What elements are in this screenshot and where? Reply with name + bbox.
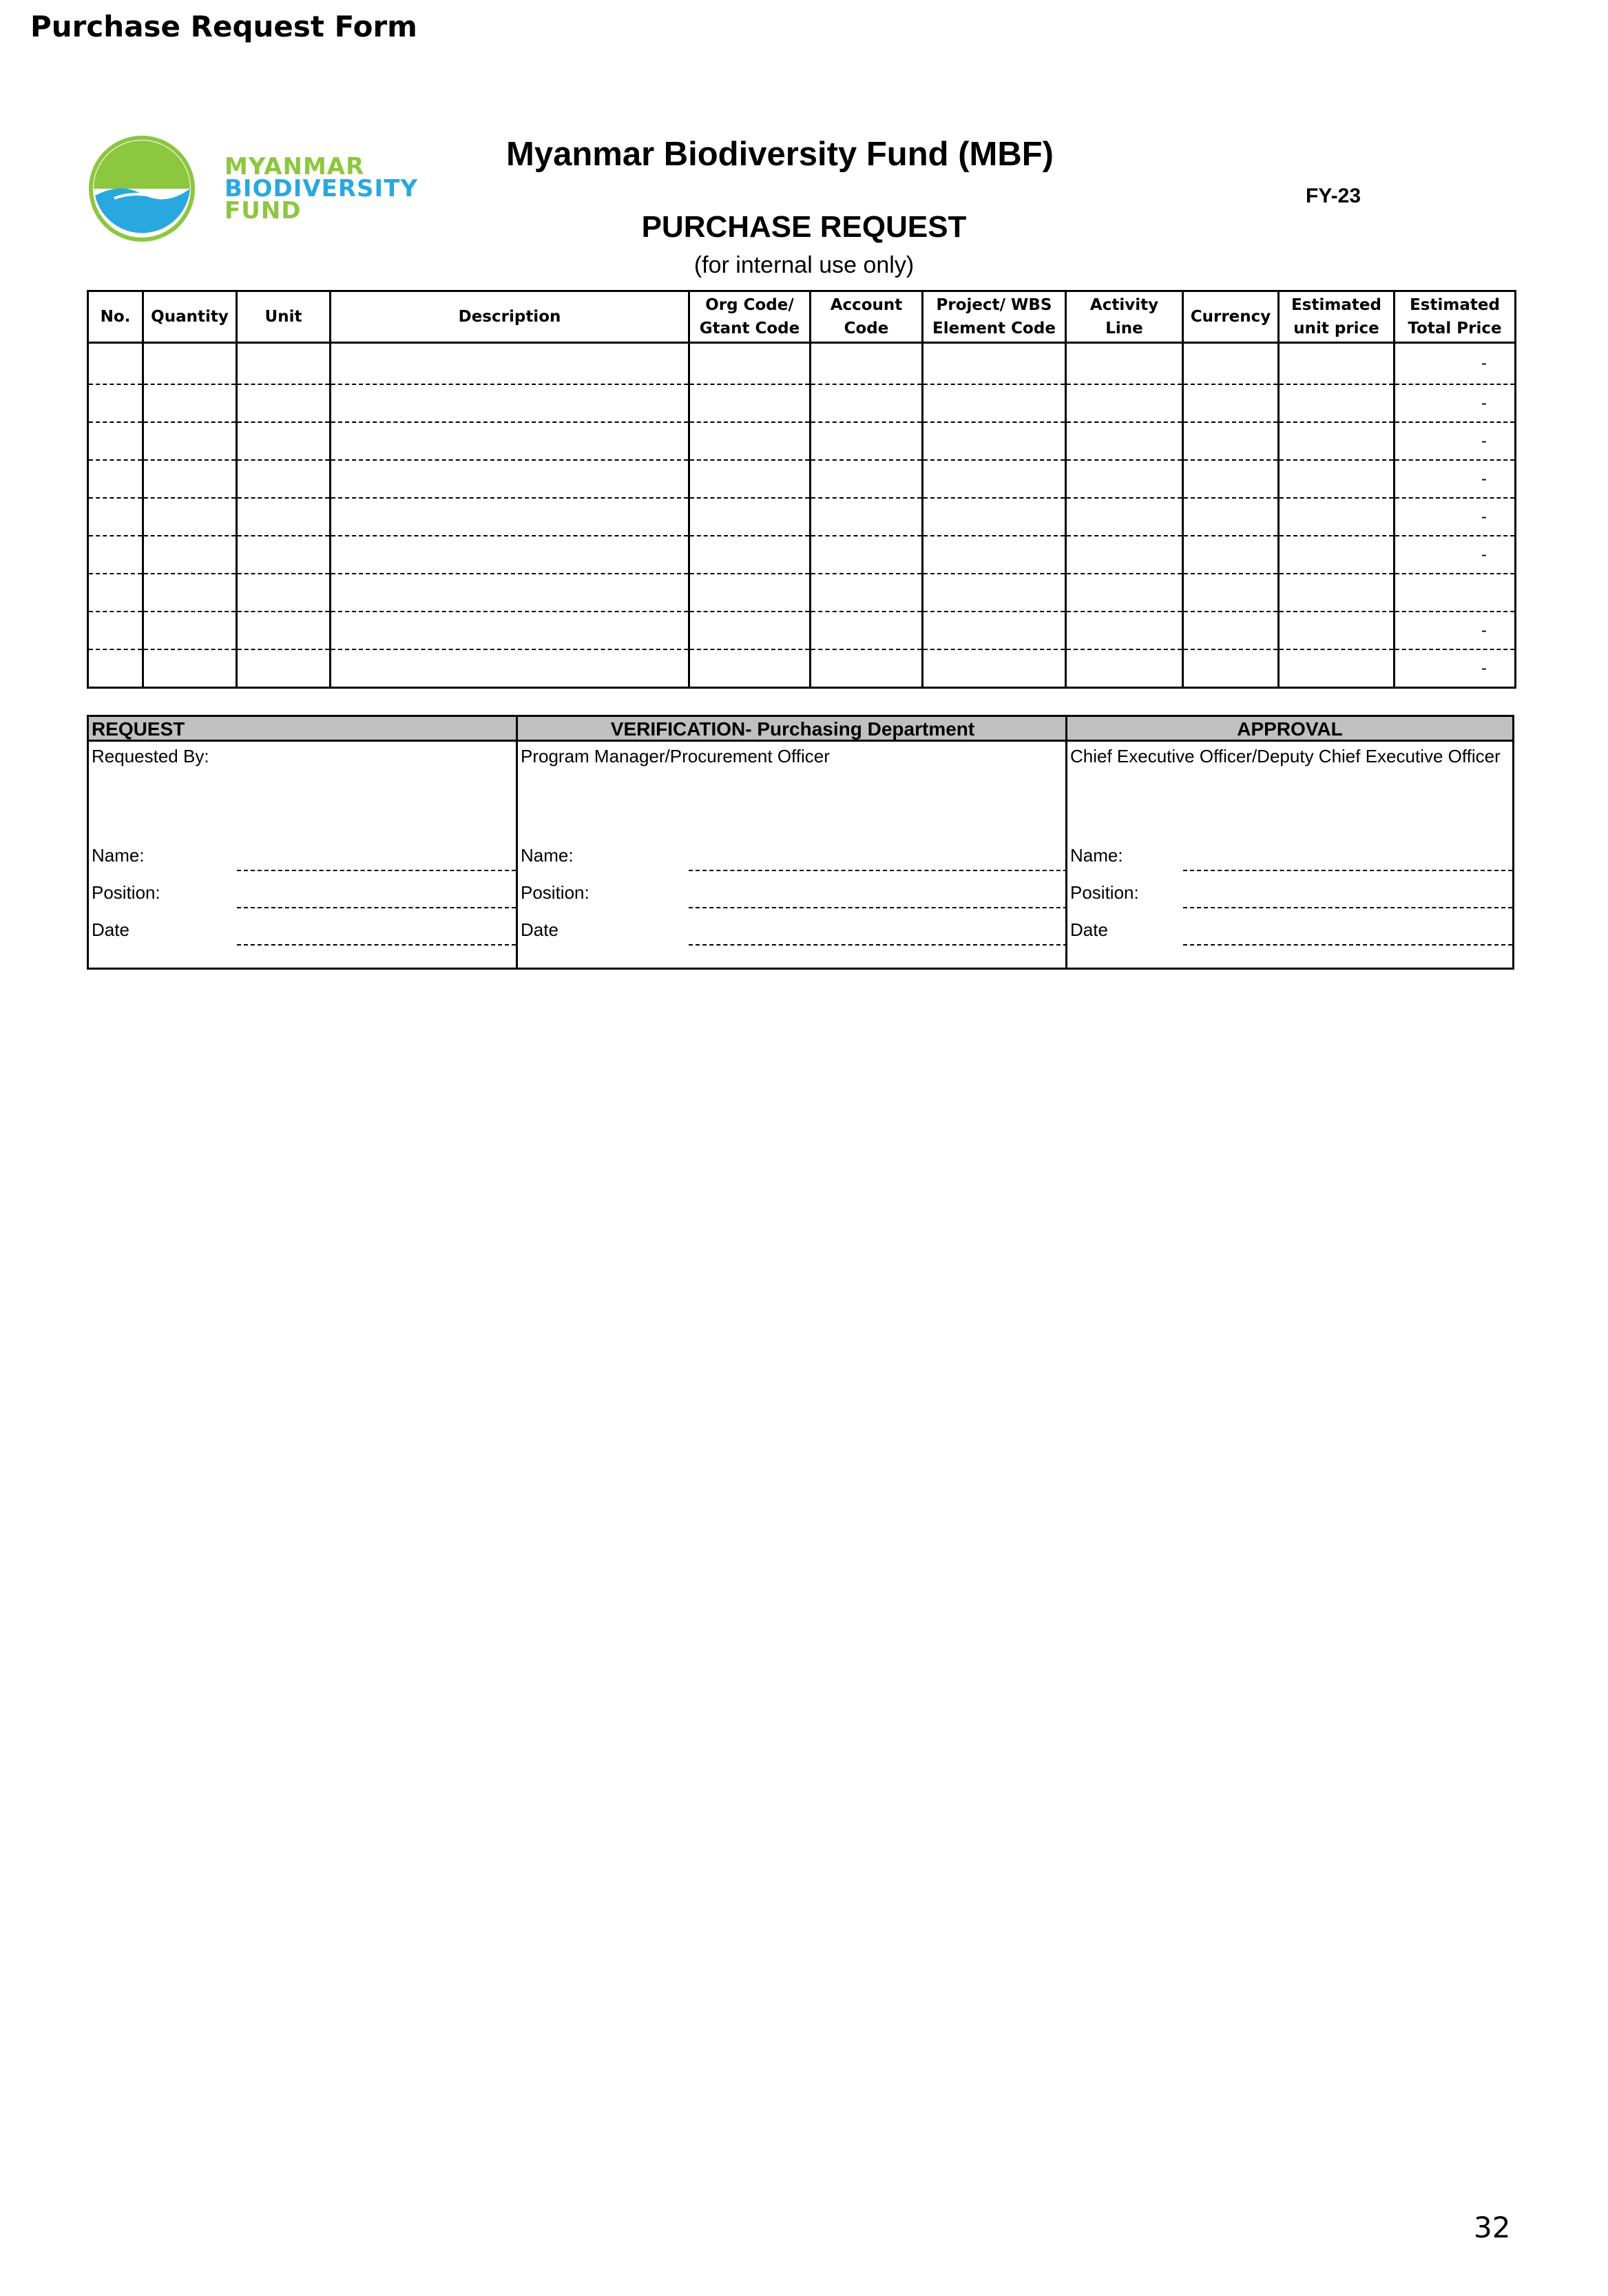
table-cell[interactable] xyxy=(88,612,143,649)
table-cell[interactable] xyxy=(1279,343,1395,385)
table-cell[interactable] xyxy=(811,574,923,612)
table-cell[interactable] xyxy=(88,422,143,460)
table-row xyxy=(88,649,1516,688)
table-header-row xyxy=(88,291,1516,343)
table-cell[interactable] xyxy=(689,574,811,612)
position-field[interactable]: Position: xyxy=(1067,877,1512,914)
table-cell[interactable] xyxy=(331,343,689,385)
table-cell[interactable] xyxy=(88,574,143,612)
name-field[interactable]: Name: xyxy=(89,839,516,877)
request-header: REQUEST xyxy=(89,717,516,742)
date-field[interactable]: Date xyxy=(89,914,516,951)
table-cell[interactable] xyxy=(143,343,237,385)
document-title: Purchase Request Form xyxy=(30,10,417,43)
form-subtitle: (for internal use only) xyxy=(693,252,915,278)
table-row xyxy=(88,422,1516,460)
name-field[interactable]: Name: xyxy=(518,839,1067,877)
table-cell[interactable] xyxy=(143,649,237,688)
verification-section xyxy=(516,717,1067,968)
table-row xyxy=(88,612,1516,649)
table-cell[interactable] xyxy=(331,422,689,460)
table-cell[interactable] xyxy=(923,343,1066,385)
date-field[interactable]: Date xyxy=(1067,914,1512,951)
column-header: Project/ WBS Element Code xyxy=(923,291,1066,343)
date-field[interactable]: Date xyxy=(518,914,1067,951)
table-cell[interactable] xyxy=(811,384,923,422)
table-cell[interactable] xyxy=(811,649,923,688)
name-field[interactable]: Name: xyxy=(1067,839,1512,877)
table-cell[interactable] xyxy=(811,343,923,385)
estimated-total-cell[interactable]: - xyxy=(1395,649,1516,688)
table-cell[interactable] xyxy=(1183,384,1279,422)
table-cell[interactable] xyxy=(88,649,143,688)
table-cell[interactable] xyxy=(1066,343,1183,385)
table-cell[interactable] xyxy=(923,460,1066,498)
table-cell[interactable] xyxy=(88,343,143,385)
table-cell[interactable] xyxy=(1183,649,1279,688)
table-cell[interactable] xyxy=(1279,460,1395,498)
table-cell[interactable] xyxy=(1279,384,1395,422)
table-cell[interactable] xyxy=(1066,422,1183,460)
table-cell[interactable] xyxy=(923,536,1066,574)
table-cell[interactable] xyxy=(923,384,1066,422)
table-cell[interactable] xyxy=(811,612,923,649)
column-header: Activity Line xyxy=(1066,291,1183,343)
table-cell[interactable] xyxy=(1183,612,1279,649)
table-row xyxy=(88,460,1516,498)
organization-name: Myanmar Biodiversity Fund (MBF) xyxy=(506,136,1054,173)
requested-by-label: Requested By: xyxy=(92,746,209,766)
table-cell[interactable] xyxy=(689,612,811,649)
estimated-total-cell[interactable]: - xyxy=(1395,498,1516,536)
estimated-total-cell[interactable]: - xyxy=(1395,384,1516,422)
table-cell[interactable] xyxy=(689,536,811,574)
table-cell[interactable] xyxy=(331,574,689,612)
table-cell[interactable] xyxy=(1279,498,1395,536)
table-cell[interactable] xyxy=(689,384,811,422)
table-cell[interactable] xyxy=(1279,612,1395,649)
table-cell[interactable] xyxy=(811,536,923,574)
table-cell[interactable] xyxy=(1279,574,1395,612)
column-header: No. xyxy=(88,291,143,343)
table-cell[interactable] xyxy=(1066,384,1183,422)
table-cell[interactable] xyxy=(88,536,143,574)
table-cell[interactable] xyxy=(237,574,331,612)
table-row xyxy=(88,536,1516,574)
estimated-total-cell[interactable]: - xyxy=(1395,422,1516,460)
table-cell[interactable] xyxy=(1183,460,1279,498)
column-header: Estimated Total Price xyxy=(1395,291,1516,343)
position-field[interactable]: Position: xyxy=(518,877,1067,914)
table-cell[interactable] xyxy=(331,612,689,649)
approval-section xyxy=(1065,717,1512,968)
table-cell[interactable] xyxy=(143,574,237,612)
estimated-total-cell[interactable] xyxy=(1395,574,1516,612)
column-header: Org Code/ Gtant Code xyxy=(689,291,811,343)
table-cell[interactable] xyxy=(1066,460,1183,498)
table-cell[interactable] xyxy=(1066,536,1183,574)
table-cell[interactable] xyxy=(237,536,331,574)
page-number: 32 xyxy=(1474,2211,1511,2244)
table-cell[interactable] xyxy=(923,574,1066,612)
estimated-total-cell[interactable]: - xyxy=(1395,343,1516,385)
table-cell[interactable] xyxy=(143,498,237,536)
table-cell[interactable] xyxy=(237,384,331,422)
table-cell[interactable] xyxy=(1066,574,1183,612)
estimated-total-cell[interactable]: - xyxy=(1395,612,1516,649)
table-cell[interactable] xyxy=(331,384,689,422)
table-cell[interactable] xyxy=(143,612,237,649)
table-cell[interactable] xyxy=(923,612,1066,649)
table-cell[interactable] xyxy=(88,498,143,536)
table-cell[interactable] xyxy=(1279,649,1395,688)
table-cell[interactable] xyxy=(1183,574,1279,612)
table-cell[interactable] xyxy=(923,649,1066,688)
table-cell[interactable] xyxy=(143,536,237,574)
estimated-total-cell[interactable]: - xyxy=(1395,460,1516,498)
column-header: Unit xyxy=(237,291,331,343)
table-cell[interactable] xyxy=(689,460,811,498)
table-cell[interactable] xyxy=(811,422,923,460)
table-cell[interactable] xyxy=(1279,536,1395,574)
table-cell[interactable] xyxy=(331,460,689,498)
table-cell[interactable] xyxy=(237,343,331,385)
table-row xyxy=(88,343,1516,385)
table-cell[interactable] xyxy=(1183,343,1279,385)
table-cell[interactable] xyxy=(689,343,811,385)
program-manager-label: Program Manager/Procurement Officer xyxy=(521,746,830,766)
table-row xyxy=(88,498,1516,536)
request-section xyxy=(89,717,516,968)
fiscal-year: FY-23 xyxy=(1306,185,1361,207)
table-cell[interactable] xyxy=(237,460,331,498)
table-cell[interactable] xyxy=(331,498,689,536)
verification-header: VERIFICATION- Purchasing Department xyxy=(518,717,1067,742)
table-cell[interactable] xyxy=(143,422,237,460)
table-cell[interactable] xyxy=(811,498,923,536)
ceo-label: Chief Executive Officer/Deputy Chief Executive Officer xyxy=(1070,746,1501,766)
table-cell[interactable] xyxy=(331,649,689,688)
table-cell[interactable] xyxy=(143,460,237,498)
table-row xyxy=(88,574,1516,612)
table-cell[interactable] xyxy=(237,612,331,649)
table-cell[interactable] xyxy=(923,498,1066,536)
column-header: Quantity xyxy=(143,291,237,343)
table-cell[interactable] xyxy=(1066,612,1183,649)
table-cell[interactable] xyxy=(1066,498,1183,536)
column-header: Account Code xyxy=(811,291,923,343)
form-title: PURCHASE REQUEST xyxy=(641,210,967,244)
table-cell[interactable] xyxy=(1279,422,1395,460)
table-cell[interactable] xyxy=(237,498,331,536)
table-row xyxy=(88,384,1516,422)
table-cell[interactable] xyxy=(923,422,1066,460)
table-cell[interactable] xyxy=(237,422,331,460)
items-table xyxy=(87,290,1516,689)
table-cell[interactable] xyxy=(237,649,331,688)
table-cell[interactable] xyxy=(331,536,689,574)
table-cell[interactable] xyxy=(689,422,811,460)
table-cell[interactable] xyxy=(689,649,811,688)
column-header: Description xyxy=(331,291,689,343)
estimated-total-cell[interactable]: - xyxy=(1395,536,1516,574)
table-cell[interactable] xyxy=(1066,649,1183,688)
table-cell[interactable] xyxy=(1183,422,1279,460)
table-cell[interactable] xyxy=(143,384,237,422)
column-header: Currency xyxy=(1183,291,1279,343)
column-header: Estimated unit price xyxy=(1279,291,1395,343)
table-cell[interactable] xyxy=(1183,536,1279,574)
table-cell[interactable] xyxy=(88,460,143,498)
position-field[interactable]: Position: xyxy=(89,877,516,914)
signature-block xyxy=(87,715,1514,970)
table-cell[interactable] xyxy=(811,460,923,498)
table-cell[interactable] xyxy=(689,498,811,536)
logo-wordmark: MYANMAR BIODIVERSITY FUND xyxy=(225,153,419,225)
table-cell[interactable] xyxy=(1183,498,1279,536)
table-cell[interactable] xyxy=(88,384,143,422)
approval-header: APPROVAL xyxy=(1067,717,1512,742)
